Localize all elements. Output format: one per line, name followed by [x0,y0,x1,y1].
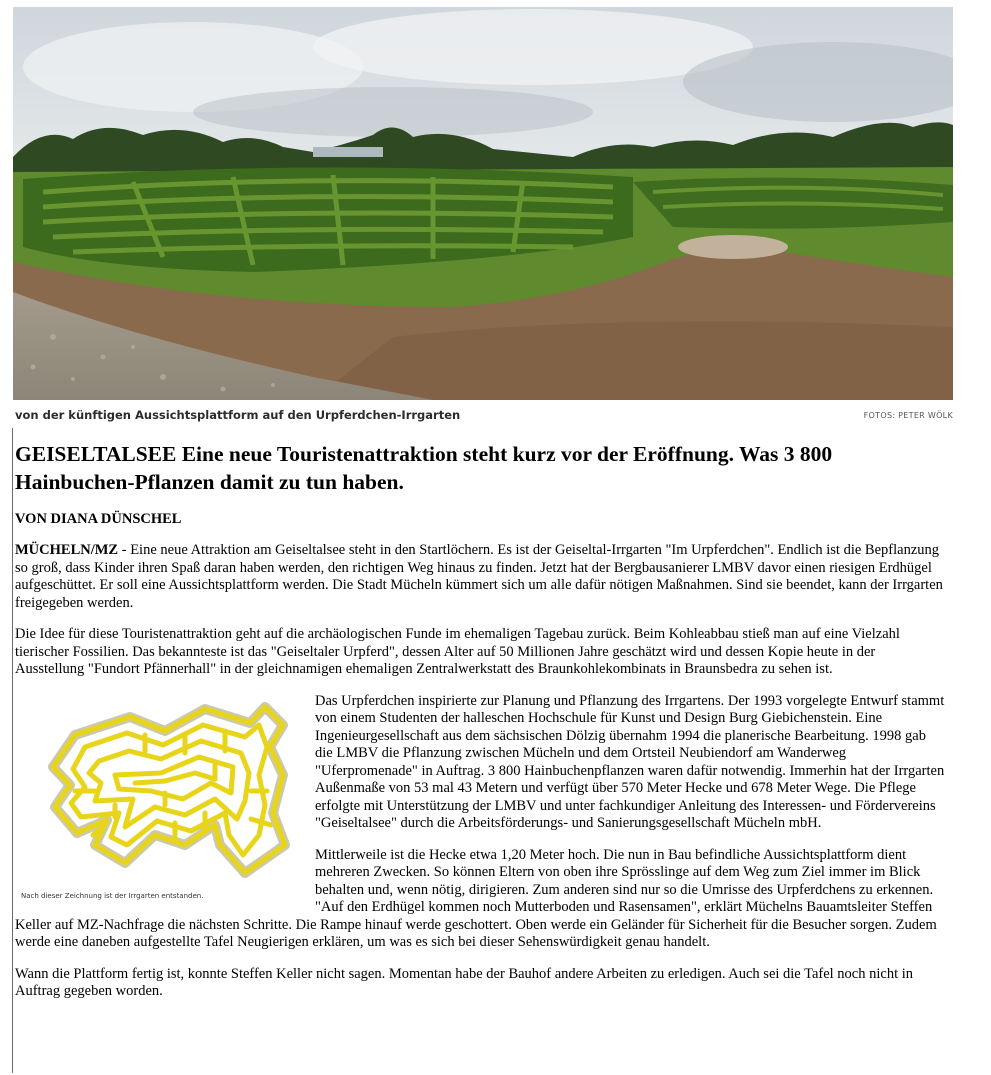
maze-drawing-figure [15,695,307,905]
figure-caption: Nach dieser Zeichnung ist der Irrgarten entstanden. [21,891,204,900]
column-rule [12,428,13,1073]
article [15,440,945,1001]
paragraph-4: Mittlerweile ist die Hecke etwa 1,20 Meter hoch. Die nun in Bau befindliche Aussichtsplattform dient mehreren Zwecken. So können Eltern von oben ihre Sprösslinge auf dem Weg zum Ziel immer im Blick behalten und, wenn nötig, dirigieren. Zum anderen sind nur so die Umrisse des Urpferdchens zu erkennen. "Auf den Erdhügel kommen noch Mutterboden und Rasensamen", erklärt Müchelns Bauamtsleiter Steffen Keller auf MZ-Nachfrage die nächsten Schritte. Die Rampe hinauf werde geschottert. Oben werde ein Geländer für Sicherheit für die Besucher sorgen. Zudem werde eine daneben aufgestellte Tafel Neugierigen erklären, um was es sich bei dieser Sehenswürdigkeit genau handelt. [15,846,937,950]
article-byline: VON DIANA DÜNSCHEL [15,511,182,527]
paragraph-1 [15,542,945,612]
paragraph-3: Das Urpferdchen inspirierte zur Planung und Pflanzung des Irrgartens. Der 1993 vorgelegte Entwurf stammt von einem Studenten der halleschen Hochschule für Kunst und Design Burg Giebichenstein. Eine Ingenieurgesellschaft aus dem sächsischen Dölzig übernahm 1994 die planerische Bearbeitung. 1998 gab die LMBV die Pflanzung zwischen Mücheln und dem Ortsteil Neubiendorf am Wanderweg "Uferpromenade" in Auftrag. 3 800 Hainbuchenpflanzen waren dafür notwendig. Immerhin hat der Irrgarten Außenmaße von 53 mal 43 Metern und verfügt über 570 Meter Hecke und 678 Meter Wege. Die Pflege erfolgte mit Unterstützung der LMBV und unter fachkundiger Anleitung des Interessen- und Fördervereins "Geiseltalsee" durch die Arbeitsförderungs- und Sanierungsgesellschaft Mücheln mbH. [315,692,945,831]
maze-photo [13,7,953,400]
paragraph-1-text: - Eine neue Attraktion am Geiseltalsee steht in den Startlöchern. Es ist der Geiseltal-Irrgarten "Im Urpferdchen". Endlich ist die Bepflanzung so groß, dass Kinder ihren Spaß daran haben werden, den richtigen Weg hinaus zu finden. Jetzt hat der Bergbausanierer LMBV davor einen riesigen Erdhügel aufgeschüttet. Er soll eine Aussichtsplattform werden. Die Stadt Mücheln kümmert sich um alle dafür nötigen Maßnahmen. Sind sie beendet, kann der Irrgarten freigegeben werden. [15,542,943,611]
dateline: MÜCHELN/MZ [15,542,119,558]
paragraph-5: Wann die Plattform fertig ist, konnte Steffen Keller nicht sagen. Momentan habe der Bauhof andere Arbeiten zu erledigen. Auch sei die Tafel noch nicht in Auftrag gegeben worden. [15,965,914,999]
maze-drawing [15,695,307,890]
maze-photo-drawing [13,7,953,400]
article-headline: GEISELTALSEE Eine neue Touristenattraktion steht kurz vor der Eröffnung. Was 3 800 Hainbuchen-Pflanzen damit zu tun haben. [15,442,833,494]
photo-caption: von der künftigen Aussichtsplattform auf den Urpferdchen-Irrgarten [15,408,461,422]
paragraph-2: Die Idee für diese Touristenattraktion geht auf die archäologischen Funde im ehemaligen Tagebau zurück. Beim Kohleabbau stieß man auf eine Vielzahl tierischer Fossilien. Das bekannteste ist das "Geiseltaler Urpferd", dessen Alter auf 50 Millionen Jahre geschätzt wird und dessen Kopie heute in der Ausstellung "Fundort Pfännerhall" in der gleichnamigen ehemaligen Zentralwerkstatt des Braunkohlekombinats in Braunsbedra zu sehen ist. [15,626,900,677]
photo-credit: FOTOS: PETER WÖLK [863,411,953,420]
figure-wrap [15,693,945,952]
